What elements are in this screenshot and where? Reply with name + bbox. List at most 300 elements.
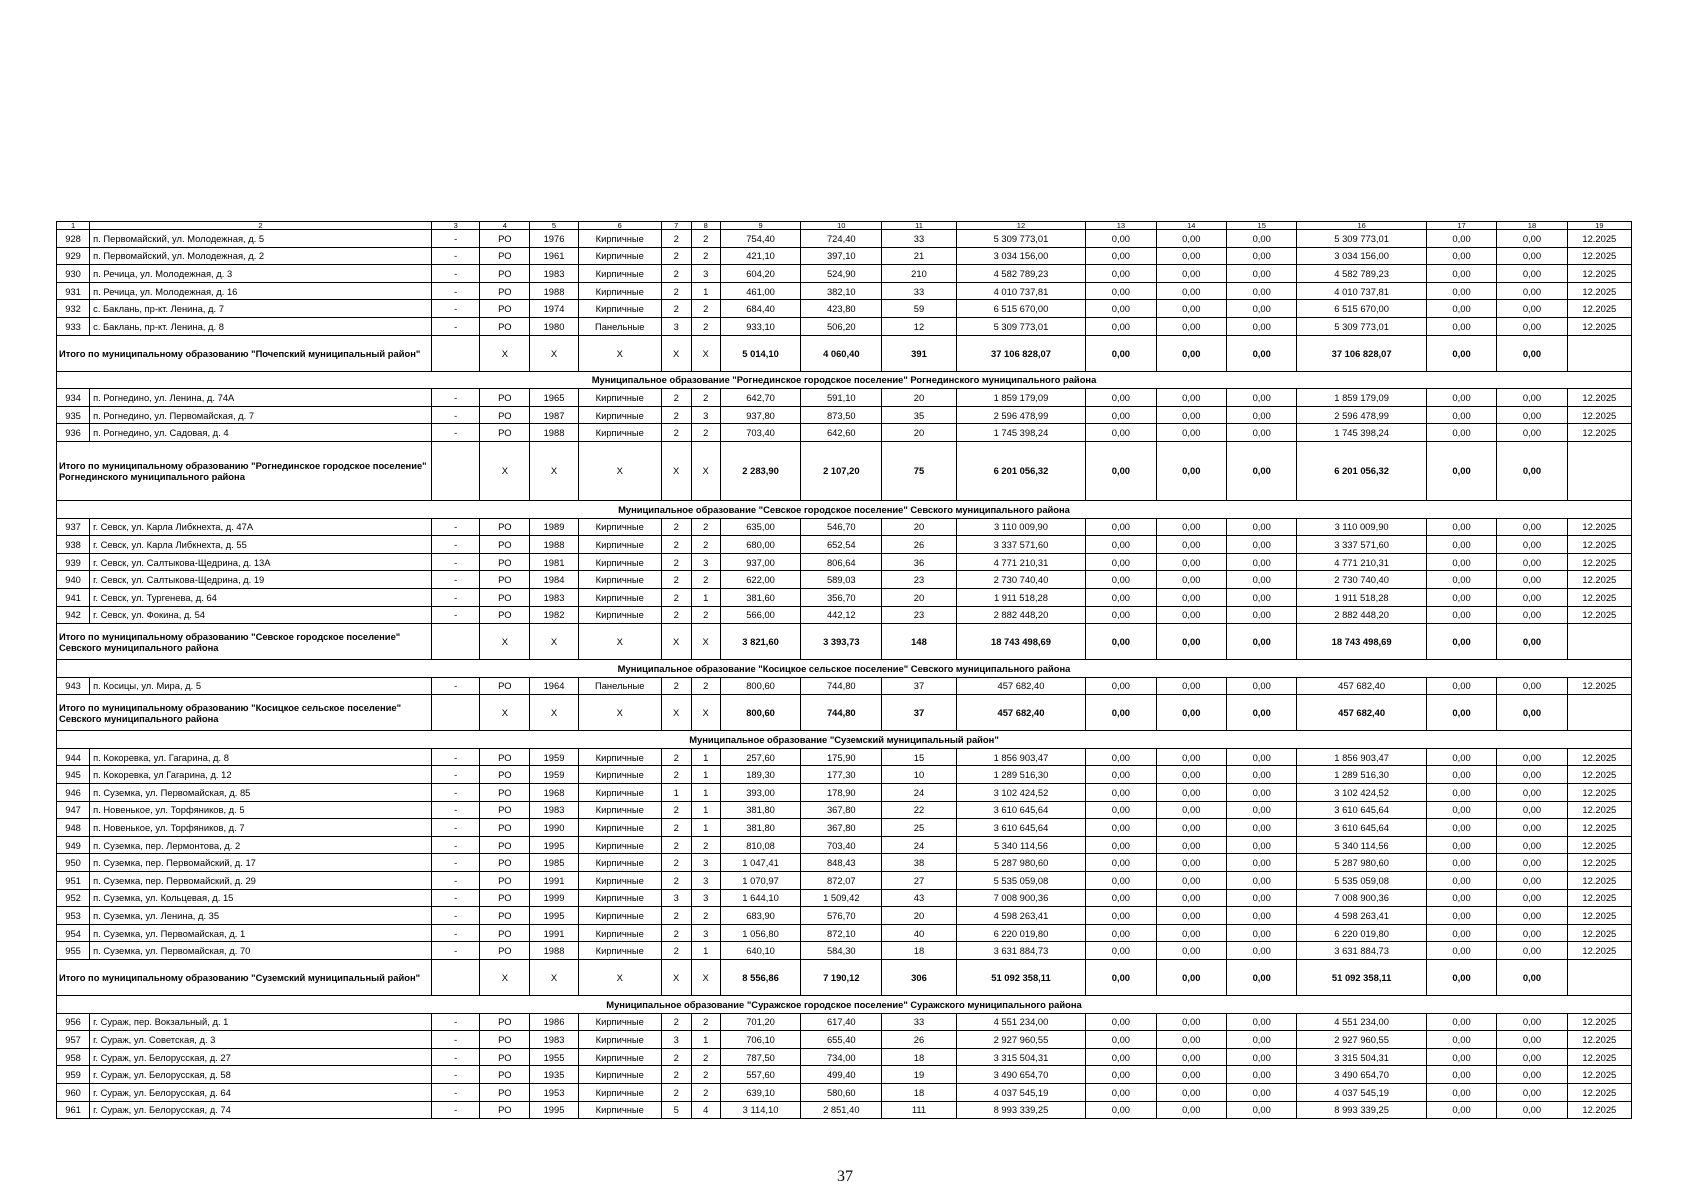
table-cell: 1 [691, 1031, 720, 1049]
table-cell: 1995 [530, 836, 579, 854]
table-cell: 12.2025 [1567, 588, 1631, 606]
table-cell: 2 [691, 1083, 720, 1101]
column-number: 10 [801, 222, 882, 230]
table-cell: 2 851,40 [801, 1101, 882, 1119]
table-cell: 546,70 [801, 518, 882, 536]
table-cell: 12.2025 [1567, 553, 1631, 571]
table-cell: 0,00 [1156, 606, 1226, 624]
table-cell: 940 [57, 571, 90, 589]
table-cell: 639,10 [720, 1083, 801, 1101]
table-row [57, 282, 1632, 300]
table-cell: 942 [57, 606, 90, 624]
table-cell: РО [480, 1013, 530, 1031]
table-cell: 524,90 [801, 265, 882, 283]
table-cell: 6 220 019,80 [956, 924, 1085, 942]
table-cell: 367,80 [801, 801, 882, 819]
table-cell: 4 771 210,31 [956, 553, 1085, 571]
table-cell: 20 [882, 424, 957, 442]
municipality-total-row [57, 695, 1632, 731]
table-cell: 461,00 [720, 282, 801, 300]
table-cell: 12.2025 [1567, 854, 1631, 872]
table-cell: 0,00 [1227, 907, 1297, 925]
table-cell: 1981 [530, 553, 579, 571]
table-cell: 0,00 [1156, 1083, 1226, 1101]
table-cell: 655,40 [801, 1031, 882, 1049]
total-value: 75 [882, 441, 957, 500]
table-cell: 8 993 339,25 [956, 1101, 1085, 1119]
table-cell: 0,00 [1227, 748, 1297, 766]
table-cell: 1991 [530, 872, 579, 890]
table-cell: 0,00 [1497, 1031, 1567, 1049]
table-cell: 943 [57, 677, 90, 695]
table-cell: 6 515 670,00 [1297, 300, 1426, 318]
empty-cell [431, 624, 480, 660]
table-cell: 3 [691, 406, 720, 424]
table-cell: 0,00 [1426, 942, 1496, 960]
table-cell: 2 596 478,99 [956, 406, 1085, 424]
table-cell: 0,00 [1497, 1066, 1567, 1084]
table-cell: 6 515 670,00 [956, 300, 1085, 318]
table-cell: 0,00 [1227, 1101, 1297, 1119]
table-cell: 38 [882, 854, 957, 872]
column-number: 14 [1156, 222, 1226, 230]
table-cell: 3 110 009,90 [956, 518, 1085, 536]
table-cell: 0,00 [1156, 571, 1226, 589]
table-cell: 1 [691, 748, 720, 766]
address-cell: г. Севск, ул. Карла Либкнехта, д. 55 [90, 536, 432, 554]
table-cell: 947 [57, 801, 90, 819]
total-value: 744,80 [801, 695, 882, 731]
table-cell: 1 911 518,28 [1297, 588, 1426, 606]
address-cell: п. Кокоревка, ул Гагарина, д. 12 [90, 766, 432, 784]
table-cell: 944 [57, 748, 90, 766]
table-cell: 960 [57, 1083, 90, 1101]
table-cell: 397,10 [801, 247, 882, 265]
table-cell: 949 [57, 836, 90, 854]
table-cell: 0,00 [1086, 247, 1156, 265]
table-cell: 0,00 [1086, 571, 1156, 589]
total-value: X [691, 960, 720, 996]
table-cell: 1 859 179,09 [1297, 389, 1426, 407]
table-cell: 33 [882, 282, 957, 300]
table-cell: 872,07 [801, 872, 882, 890]
table-cell: 0,00 [1426, 1048, 1496, 1066]
empty-cell [431, 335, 480, 371]
table-cell: 2 [691, 300, 720, 318]
table-cell: 3 [691, 889, 720, 907]
table-cell: 0,00 [1426, 230, 1496, 248]
total-value: 6 201 056,32 [1297, 441, 1426, 500]
table-cell: РО [480, 536, 530, 554]
address-cell: г. Сураж, ул. Белорусская, д. 27 [90, 1048, 432, 1066]
municipality-section-header [57, 500, 1632, 518]
table-cell: 951 [57, 872, 90, 890]
table-row [57, 247, 1632, 265]
column-number: 15 [1227, 222, 1297, 230]
table-cell: 2 [661, 819, 691, 837]
table-cell: 0,00 [1497, 872, 1567, 890]
table-cell: 0,00 [1227, 819, 1297, 837]
address-cell: п. Рогнедино, ул. Ленина, д. 74А [90, 389, 432, 407]
table-cell: 0,00 [1227, 389, 1297, 407]
table-cell: 37 [882, 677, 957, 695]
total-value: 0,00 [1426, 441, 1496, 500]
table-row [57, 265, 1632, 283]
table-cell: 640,10 [720, 942, 801, 960]
table-cell: 6 220 019,80 [1297, 924, 1426, 942]
column-number: 12 [956, 222, 1085, 230]
table-cell: 23 [882, 606, 957, 624]
table-cell: 566,00 [720, 606, 801, 624]
table-cell: Кирпичные [578, 784, 661, 802]
table-cell: 1 [691, 819, 720, 837]
table-cell: 0,00 [1156, 1031, 1226, 1049]
table-cell: 12.2025 [1567, 536, 1631, 554]
table-cell: 3 [691, 924, 720, 942]
table-cell: РО [480, 247, 530, 265]
table-cell: 3 315 504,31 [956, 1048, 1085, 1066]
table-cell: 381,60 [720, 588, 801, 606]
table-cell: 19 [882, 1066, 957, 1084]
table-cell: 0,00 [1156, 801, 1226, 819]
total-value: 51 092 358,11 [1297, 960, 1426, 996]
table-cell: 0,00 [1086, 317, 1156, 335]
column-number: 13 [1086, 222, 1156, 230]
table-cell: 0,00 [1227, 942, 1297, 960]
table-cell: 2 [661, 1013, 691, 1031]
table-cell: 3 337 571,60 [956, 536, 1085, 554]
total-value: X [661, 695, 691, 731]
total-value: X [691, 624, 720, 660]
table-cell: - [431, 1048, 480, 1066]
table-cell: РО [480, 784, 530, 802]
table-cell: 1990 [530, 819, 579, 837]
table-cell: 7 008 900,36 [956, 889, 1085, 907]
total-value: 0,00 [1227, 960, 1297, 996]
table-cell: - [431, 588, 480, 606]
table-cell: 0,00 [1497, 300, 1567, 318]
table-cell: 1988 [530, 424, 579, 442]
table-cell: 2 [661, 265, 691, 283]
table-cell: 12.2025 [1567, 801, 1631, 819]
table-cell: 2 [661, 942, 691, 960]
total-value: 0,00 [1497, 695, 1567, 731]
table-cell: 703,40 [720, 424, 801, 442]
address-cell: с. Баклань, пр-кт. Ленина, д. 7 [90, 300, 432, 318]
table-cell: 26 [882, 1031, 957, 1049]
table-cell: 2 [661, 230, 691, 248]
table-cell: 0,00 [1086, 854, 1156, 872]
column-number: 4 [480, 222, 530, 230]
table-cell: 948 [57, 819, 90, 837]
table-cell: Кирпичные [578, 553, 661, 571]
table-cell: - [431, 282, 480, 300]
table-cell: РО [480, 924, 530, 942]
total-value: 0,00 [1497, 624, 1567, 660]
total-value: X [578, 624, 661, 660]
table-cell: 12.2025 [1567, 872, 1631, 890]
table-cell: 506,20 [801, 317, 882, 335]
table-cell: 0,00 [1156, 536, 1226, 554]
total-value: X [530, 960, 579, 996]
table-cell: 0,00 [1086, 230, 1156, 248]
total-value: 0,00 [1227, 695, 1297, 731]
municipality-section-header [57, 371, 1632, 389]
table-cell: Кирпичные [578, 942, 661, 960]
table-cell: 5 340 114,56 [956, 836, 1085, 854]
address-cell: п. Косицы, ул. Мира, д. 5 [90, 677, 432, 695]
table-cell: 0,00 [1426, 265, 1496, 283]
table-row [57, 553, 1632, 571]
table-cell: 0,00 [1156, 300, 1226, 318]
table-cell: - [431, 406, 480, 424]
table-cell: 2 [661, 854, 691, 872]
table-row [57, 518, 1632, 536]
table-cell: 2 [691, 907, 720, 925]
table-cell: 928 [57, 230, 90, 248]
table-cell: 2 [661, 553, 691, 571]
table-cell: 12.2025 [1567, 247, 1631, 265]
table-cell: 1983 [530, 265, 579, 283]
table-cell: - [431, 1066, 480, 1084]
table-cell: 12.2025 [1567, 907, 1631, 925]
table-cell: 0,00 [1426, 1101, 1496, 1119]
table-cell: - [431, 801, 480, 819]
total-value: 148 [882, 624, 957, 660]
table-cell: 4 551 234,00 [956, 1013, 1085, 1031]
table-cell: 24 [882, 784, 957, 802]
total-value: 0,00 [1426, 695, 1496, 731]
table-cell: 12.2025 [1567, 518, 1631, 536]
total-value: 18 743 498,69 [956, 624, 1085, 660]
table-cell: 1 856 903,47 [1297, 748, 1426, 766]
address-cell: п. Первомайский, ул. Молодежная, д. 2 [90, 247, 432, 265]
table-row [57, 1048, 1632, 1066]
table-cell: 557,60 [720, 1066, 801, 1084]
table-cell: 1988 [530, 282, 579, 300]
table-cell: Кирпичные [578, 518, 661, 536]
table-row [57, 588, 1632, 606]
table-cell: 0,00 [1227, 317, 1297, 335]
table-cell: 0,00 [1497, 1048, 1567, 1066]
table-cell: 2 [691, 677, 720, 695]
table-cell: 1 644,10 [720, 889, 801, 907]
table-cell: 2 [661, 518, 691, 536]
table-cell: 0,00 [1497, 553, 1567, 571]
address-cell: п. Суземка, ул. Первомайская, д. 1 [90, 924, 432, 942]
table-row [57, 1031, 1632, 1049]
column-number: 8 [691, 222, 720, 230]
table-cell: Кирпичные [578, 819, 661, 837]
table-cell: 4 582 789,23 [956, 265, 1085, 283]
table-cell: 2 [661, 247, 691, 265]
table-cell: 3 631 884,73 [956, 942, 1085, 960]
table-cell: 12.2025 [1567, 1066, 1631, 1084]
table-cell: 0,00 [1086, 406, 1156, 424]
table-cell: 0,00 [1227, 424, 1297, 442]
table-cell: 0,00 [1156, 889, 1226, 907]
table-cell: 2 730 740,40 [956, 571, 1085, 589]
table-cell: 0,00 [1086, 801, 1156, 819]
table-cell: 2 [661, 766, 691, 784]
table-cell: 12.2025 [1567, 889, 1631, 907]
total-value: 0,00 [1227, 441, 1297, 500]
table-cell: 1 [691, 588, 720, 606]
table-cell: 0,00 [1497, 406, 1567, 424]
table-cell: 0,00 [1086, 836, 1156, 854]
table-cell: 12.2025 [1567, 784, 1631, 802]
total-value: X [530, 335, 579, 371]
table-cell: 622,00 [720, 571, 801, 589]
table-cell: 2 [661, 924, 691, 942]
table-cell: 1995 [530, 1101, 579, 1119]
municipality-total-row [57, 335, 1632, 371]
table-cell: 4 [691, 1101, 720, 1119]
table-cell: 810,08 [720, 836, 801, 854]
table-row [57, 606, 1632, 624]
table-cell: 0,00 [1227, 247, 1297, 265]
table-row [57, 317, 1632, 335]
table-cell: 1986 [530, 1013, 579, 1031]
table-cell: 1955 [530, 1048, 579, 1066]
municipality-section-header [57, 996, 1632, 1014]
table-cell: 2 [691, 317, 720, 335]
table-cell: 1 [661, 784, 691, 802]
address-cell: г. Севск, ул. Тургенева, д. 64 [90, 588, 432, 606]
table-cell: 0,00 [1086, 518, 1156, 536]
table-cell: 0,00 [1497, 819, 1567, 837]
table-cell: 2 [691, 424, 720, 442]
total-value: 0,00 [1156, 695, 1226, 731]
table-cell: 0,00 [1086, 553, 1156, 571]
table-row [57, 300, 1632, 318]
table-cell: 0,00 [1497, 518, 1567, 536]
address-cell: г. Севск, ул. Салтыкова-Щедрина, д. 19 [90, 571, 432, 589]
table-cell: 1995 [530, 907, 579, 925]
table-cell: 1935 [530, 1066, 579, 1084]
table-cell: 3 102 424,52 [1297, 784, 1426, 802]
municipality-total-row [57, 624, 1632, 660]
table-cell: 3 034 156,00 [956, 247, 1085, 265]
total-value: 0,00 [1086, 960, 1156, 996]
table-cell: Кирпичные [578, 247, 661, 265]
total-value: 0,00 [1426, 960, 1496, 996]
table-cell: - [431, 424, 480, 442]
total-value: 2 107,20 [801, 441, 882, 500]
total-value: 37 [882, 695, 957, 731]
table-cell: Кирпичные [578, 424, 661, 442]
total-value: 0,00 [1497, 335, 1567, 371]
table-cell: 442,12 [801, 606, 882, 624]
table-cell: 0,00 [1227, 1031, 1297, 1049]
table-cell: 0,00 [1086, 942, 1156, 960]
table-cell: РО [480, 872, 530, 890]
table-cell: 2 [661, 836, 691, 854]
table-cell: 1968 [530, 784, 579, 802]
table-cell: 111 [882, 1101, 957, 1119]
total-value: X [661, 441, 691, 500]
table-cell: 0,00 [1227, 677, 1297, 695]
table-cell: 0,00 [1156, 247, 1226, 265]
table-cell: 806,64 [801, 553, 882, 571]
table-cell: 0,00 [1227, 406, 1297, 424]
table-cell: 12.2025 [1567, 677, 1631, 695]
table-cell: 937,80 [720, 406, 801, 424]
table-cell: 26 [882, 536, 957, 554]
total-value: 391 [882, 335, 957, 371]
table-cell: 257,60 [720, 748, 801, 766]
table-cell: 959 [57, 1066, 90, 1084]
table-cell: - [431, 924, 480, 942]
table-row [57, 1013, 1632, 1031]
table-cell: - [431, 1083, 480, 1101]
table-cell: 4 010 737,81 [1297, 282, 1426, 300]
table-cell: 680,00 [720, 536, 801, 554]
table-cell: 2 [691, 1013, 720, 1031]
table-cell: 0,00 [1426, 1031, 1496, 1049]
table-cell: - [431, 536, 480, 554]
table-cell: 12 [882, 317, 957, 335]
table-cell: 1 056,80 [720, 924, 801, 942]
table-cell: 955 [57, 942, 90, 960]
table-cell: 3 631 884,73 [1297, 942, 1426, 960]
table-cell: 1988 [530, 536, 579, 554]
table-cell: 0,00 [1156, 1066, 1226, 1084]
table-cell: 0,00 [1156, 924, 1226, 942]
municipality-title: Муниципальное образование "Суземский муниципальный район" [57, 731, 1632, 749]
table-cell: 0,00 [1426, 282, 1496, 300]
table-cell: 0,00 [1426, 819, 1496, 837]
address-cell: п. Рогнедино, ул. Первомайская, д. 7 [90, 406, 432, 424]
table-cell: 3 [661, 317, 691, 335]
table-cell: 5 535 059,08 [1297, 872, 1426, 890]
table-cell: 0,00 [1227, 1048, 1297, 1066]
table-cell: 939 [57, 553, 90, 571]
table-row [57, 677, 1632, 695]
municipality-section-header [57, 660, 1632, 678]
table-cell: 1 [691, 766, 720, 784]
table-cell: 2 [691, 389, 720, 407]
table-cell: 937,00 [720, 553, 801, 571]
total-value [1567, 695, 1631, 731]
table-cell: 2 [661, 1048, 691, 1066]
table-cell: 0,00 [1426, 606, 1496, 624]
table-cell: 0,00 [1227, 606, 1297, 624]
table-cell: 0,00 [1426, 784, 1496, 802]
table-row [57, 389, 1632, 407]
table-row [57, 819, 1632, 837]
table-cell: 21 [882, 247, 957, 265]
table-cell: 1953 [530, 1083, 579, 1101]
table-cell: 2 [661, 907, 691, 925]
address-cell: п. Суземка, пер. Лермонтова, д. 2 [90, 836, 432, 854]
table-cell: 1 [691, 784, 720, 802]
table-cell: 2 [691, 1066, 720, 1084]
table-cell: 2 [691, 518, 720, 536]
table-cell: 3 102 424,52 [956, 784, 1085, 802]
table-cell: 33 [882, 1013, 957, 1031]
address-cell: п. Рогнедино, ул. Садовая, д. 4 [90, 424, 432, 442]
table-cell: 457 682,40 [956, 677, 1085, 695]
table-cell: Кирпичные [578, 265, 661, 283]
table-cell: 210 [882, 265, 957, 283]
column-number: 7 [661, 222, 691, 230]
table-cell: 0,00 [1156, 317, 1226, 335]
address-cell: г. Сураж, ул. Советская, д. 3 [90, 1031, 432, 1049]
table-cell: 1 289 516,30 [956, 766, 1085, 784]
table-cell: 0,00 [1227, 889, 1297, 907]
total-value: 2 283,90 [720, 441, 801, 500]
